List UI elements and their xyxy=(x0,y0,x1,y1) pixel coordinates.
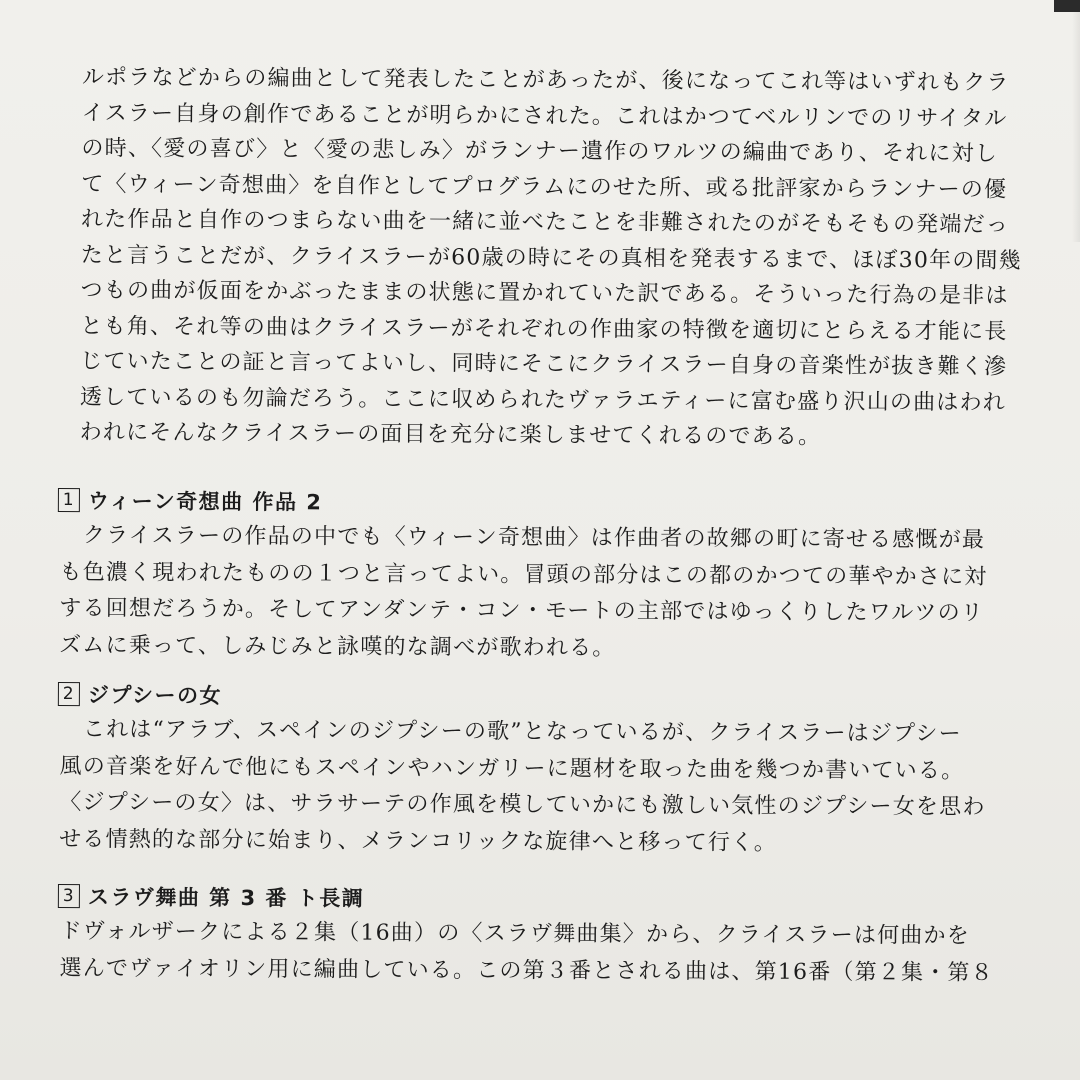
section-number-box: 3 xyxy=(58,884,80,908)
intro-line: ルポラなどからの編曲として発表したことがあったが、後になってこれ等はいずれもクラ xyxy=(81,64,1010,96)
section-line: ズムに乗って、しみじみと詠嘆的な調べが歌われる。 xyxy=(59,632,616,661)
section-line: せる情熱的な部分に始まり、メランコリックな旋律へと移って行く。 xyxy=(59,826,778,856)
section-title: ウィーン奇想曲 作品 2 xyxy=(87,489,323,515)
section-line: クライスラーの作品の中でも〈ウィーン奇想曲〉は作曲者の故郷の町に寄せる感慨が最 xyxy=(59,523,986,553)
section-heading xyxy=(58,482,1008,523)
section-3 xyxy=(57,878,1008,992)
section-line: ドヴォルザークによる２集（16曲）の〈スラヴ舞曲集〉から、クライスラーは何曲かを xyxy=(59,919,971,949)
section-line: これは“アラブ、スペインのジプシーの歌”となっているが、クライスラーはジプシー xyxy=(59,717,962,747)
section-2 xyxy=(57,676,1008,863)
section-1 xyxy=(57,482,1008,669)
intro-line: じていたことの証と言ってよいし、同時にそこにクライスラー自身の音楽性が抜き難く滲 xyxy=(80,348,1008,380)
intro-line: とも角、それ等の曲はクライスラーがそれぞれの作曲家の特徴を適切にとらえる才能に長 xyxy=(80,313,1008,345)
section-line: も色濃く現われたものの１つと言ってよい。冒頭の部分はこの都のかつての華やかさに対 xyxy=(59,559,988,590)
section-title: スラヴ舞曲 第 3 番 ト長調 xyxy=(87,885,365,911)
intro-line: われにそんなクライスラーの面目を充分に楽しませてくれるのである。 xyxy=(79,419,822,450)
intro-line: て〈ウィーン奇想曲〉を自作としてプログラムにのせた所、或る批評家からランナーの優 xyxy=(81,171,1008,203)
intro-line: つもの曲が仮面をかぶったままの状態に置かれていた訳である。そういった行為の是非は xyxy=(80,277,1009,309)
section-number-box: 1 xyxy=(58,488,80,512)
intro-line: の時、〈愛の喜び〉と〈愛の悲しみ〉がランナー遺作のワルツの編曲であり、それに対し xyxy=(81,135,999,167)
section-body xyxy=(57,712,1008,863)
section-heading xyxy=(58,878,1008,919)
intro-paragraph xyxy=(79,60,1022,456)
intro-line: たと言うことだが、クライスラーが60歳の時にその真相を発表するまで、ほぼ30年の間幾 xyxy=(80,242,1022,274)
section-number-box: 2 xyxy=(58,682,80,706)
page-edge-shadow xyxy=(1072,12,1080,242)
intro-line: 透しているのも勿論だろう。ここに収められたヴァラエティーに富む盛り沢山の曲はわれ xyxy=(79,384,1007,416)
page-corner-shadow xyxy=(1054,0,1080,12)
intro-line: れた作品と自作のつまらない曲を一緒に並べたことを非難されたのがそもそもの発端だっ xyxy=(80,206,1010,238)
section-line: 選んでヴァイオリン用に編曲している。この第３番とされる曲は、第16番（第２集・第８ xyxy=(59,955,994,986)
section-body xyxy=(57,518,1008,669)
section-line: 〈ジプシーの女〉は、サラサーテの作風を模していかにも激しい気性のジプシー女を思わ xyxy=(59,790,986,820)
section-line: する回想だろうか。そしてアンダンテ・コン・モートの主部ではゆっくりしたワルツのリ xyxy=(59,596,985,626)
section-heading xyxy=(58,676,1008,717)
section-body xyxy=(57,914,1007,992)
intro-line: イスラー自身の創作であることが明らかにされた。これはかつてベルリンでのリサイタル xyxy=(81,100,1008,132)
section-title: ジプシーの女 xyxy=(87,683,223,708)
section-line: 風の音楽を好んで他にもスペインやハンガリーに題材を取った曲を幾つか書いている。 xyxy=(59,753,965,784)
